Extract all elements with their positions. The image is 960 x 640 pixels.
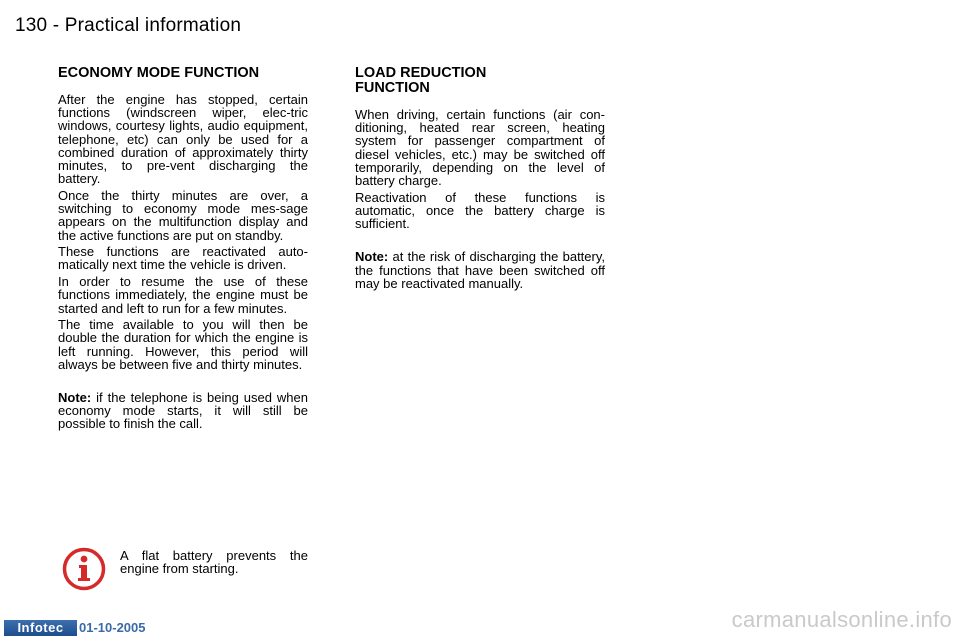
load-paragraph-2: Reactivation of these functions is automatic, once the battery charge is sufficient. — [355, 189, 605, 232]
economy-paragraph-2: Once the thirty minutes are over, a switching to economy mode mes-sage appears on the multifunction display and the active functions are put on standby. — [58, 187, 308, 243]
economy-mode-section — [58, 66, 308, 434]
page-title: 130 - Practical information — [15, 15, 242, 36]
load-note-text: at the risk of discharging the battery, the functions that have been switched off may be reactivated manually. — [355, 249, 605, 291]
economy-paragraph-3: These functions are reactivated auto-matically next time the vehicle is driven. — [58, 244, 308, 273]
economy-mode-heading: ECONOMY MODE FUNCTION — [58, 65, 260, 81]
footer-date: 01-10-2005 — [79, 620, 146, 635]
infotec-badge: Infotec — [4, 620, 77, 636]
load-paragraph-1: When driving, certain functions (air con-ditioning, heated rear screen, heating system for passenger compartment of diesel vehicles, etc.) may be switched off temporarily, depending on the level of battery charge. — [355, 107, 605, 189]
economy-note-text: if the telephone is being used when economy mode starts, it will still be possible to finish the call. — [58, 390, 308, 432]
load-note-label: Note: — [355, 249, 389, 265]
economy-paragraph-1: After the engine has stopped, certain functions (windscreen wiper, elec-tric windows, courtesy lights, audio equipment, telephone, etc) can only be used for a combined duration of approximately thirty minutes, to pre-vent discharging the battery. — [58, 92, 308, 187]
economy-paragraph-5: The time available to you will then be double the duration for which the engine is left running. However, this period will always be between five and thirty minutes. — [58, 317, 308, 372]
economy-note-label: Note: — [58, 390, 92, 406]
info-text: A flat battery prevents the engine from starting. — [120, 548, 308, 577]
economy-note — [58, 391, 308, 431]
info-icon — [62, 547, 106, 591]
load-reduction-section — [355, 66, 605, 293]
watermark: carmanualsonline.info — [731, 607, 952, 632]
info-callout — [62, 547, 310, 593]
load-reduction-heading: LOAD REDUCTION FUNCTION — [355, 65, 487, 96]
economy-paragraph-4: In order to resume the use of these functions immediately, the engine must be started and left to run for a few minutes. — [58, 274, 308, 316]
load-note — [355, 250, 605, 290]
